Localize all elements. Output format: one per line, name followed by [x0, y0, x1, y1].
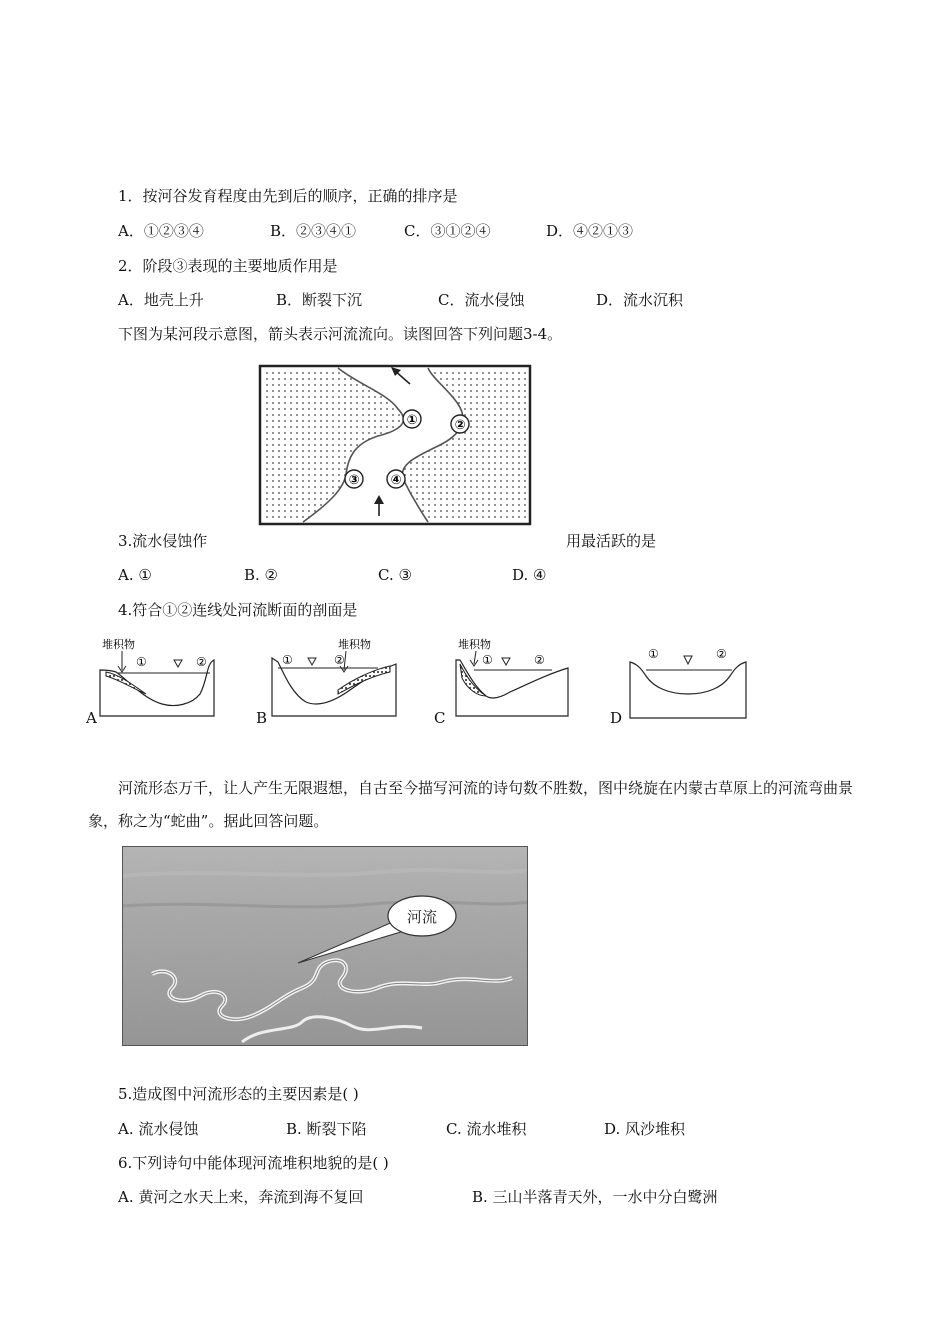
- question-5-option-c: C. 流水堆积: [446, 1120, 527, 1138]
- question-4-stem: 4.符合①②连线处河流断面的剖面是: [118, 601, 358, 619]
- question-1-stem: 1．按河谷发育程度由先到后的顺序，正确的排序是: [118, 187, 458, 205]
- question-2-option-c: C．流水侵蚀: [438, 291, 525, 309]
- cross-section-a-label: A: [86, 709, 97, 727]
- map-marker-4: [387, 470, 405, 488]
- svg-text:堆积物: 堆积物: [338, 638, 371, 651]
- cross-section-a: [96, 634, 220, 720]
- sediment-deposit-a: [106, 672, 146, 694]
- svg-text:②: ②: [534, 653, 545, 667]
- question-5-option-a: A. 流水侵蚀: [118, 1120, 199, 1138]
- question-3-option-a: A. ①: [118, 566, 152, 584]
- question-2-option-a: A．地壳上升: [118, 291, 204, 309]
- river-callout-label: 河流: [406, 908, 438, 926]
- svg-text:①: ①: [482, 653, 493, 667]
- map-marker-2: [451, 415, 469, 433]
- svg-text:①: ①: [648, 647, 659, 661]
- question-3-option-c: C. ③: [378, 566, 412, 584]
- river-map-figure: [258, 364, 532, 526]
- cross-section-b-label: B: [256, 709, 268, 727]
- svg-text:①: ①: [406, 413, 418, 428]
- svg-text:③: ③: [348, 473, 360, 488]
- cross-section-c: [452, 634, 572, 720]
- cross-section-b: [268, 634, 400, 720]
- map-marker-1: [403, 410, 421, 428]
- question-2-option-b: B．断裂下沉: [276, 291, 363, 309]
- question-3-option-b: B. ②: [244, 566, 279, 584]
- question-3-stem-start: 3.流水侵蚀作: [118, 532, 208, 550]
- cross-section-d: [626, 640, 750, 722]
- cross-section-c-label: C: [434, 709, 446, 727]
- question-3-stem-end: 用最活跃的是: [566, 532, 657, 550]
- question-2-stem: 2．阶段③表现的主要地质作用是: [118, 257, 338, 275]
- svg-text:④: ④: [390, 473, 402, 488]
- question-6-option-b: B. 三山半落青天外，一水中分白鹭洲: [472, 1188, 718, 1206]
- meander-passage: 河流形态万千，让人产生无限遐想，自古至今描写河流的诗句数不胜数，图中绕旋在内蒙古草原上的河流弯曲景象，称之为“蛇曲”。据此回答问题。: [88, 779, 854, 830]
- question-1-option-b: B．②③④①: [270, 222, 357, 240]
- question-1-option-d: D．④②①③: [546, 222, 634, 240]
- question-5-stem: 5.造成图中河流形态的主要因素是( ): [118, 1085, 359, 1103]
- question-6-option-a: A. 黄河之水天上来，奔流到海不复回: [118, 1188, 364, 1206]
- question-1-option-a: A．①②③④: [118, 222, 204, 240]
- svg-text:①: ①: [282, 653, 293, 667]
- svg-text:②: ②: [334, 653, 345, 667]
- question-5-option-d: D. 风沙堆积: [604, 1120, 686, 1138]
- svg-text:堆积物: 堆积物: [102, 638, 135, 651]
- question-2-option-d: D．流水沉积: [596, 291, 684, 309]
- intro-questions-3-4: 下图为某河段示意图，箭头表示河流流向。读图回答下列问题3-4。: [118, 325, 563, 343]
- question-3-option-d: D. ④: [512, 566, 547, 584]
- svg-text:堆积物: 堆积物: [458, 638, 491, 651]
- meander-photo: [122, 846, 528, 1046]
- cross-section-d-label: D: [610, 709, 623, 727]
- map-marker-3: [345, 470, 363, 488]
- svg-text:①: ①: [136, 655, 147, 669]
- question-6-stem: 6.下列诗句中能体现河流堆积地貌的是( ): [118, 1154, 389, 1172]
- svg-text:②: ②: [454, 418, 466, 433]
- question-1-option-c: C．③①②④: [404, 222, 491, 240]
- question-5-option-b: B. 断裂下陷: [286, 1120, 367, 1138]
- svg-text:②: ②: [716, 647, 727, 661]
- svg-text:②: ②: [196, 655, 207, 669]
